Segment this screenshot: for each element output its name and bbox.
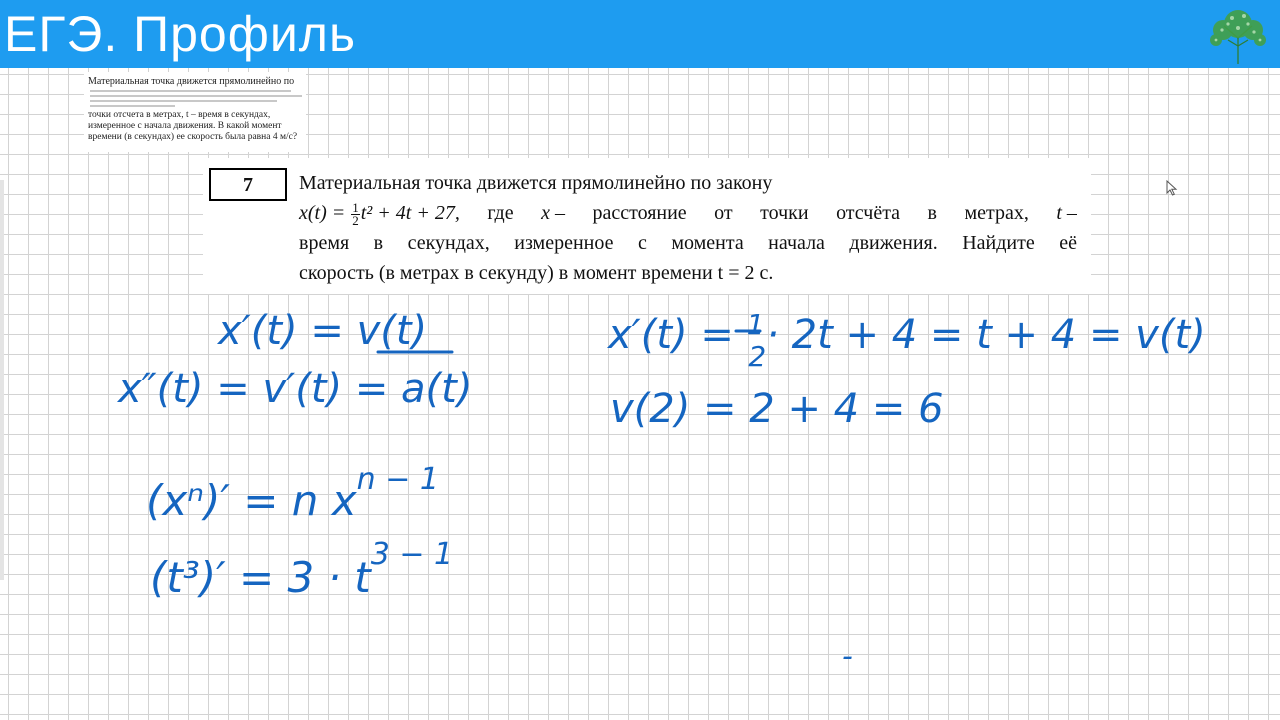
- velocity-frac-den: 2: [748, 340, 767, 373]
- note-second-derivative: x″(t) = v′(t) = a(t): [118, 366, 473, 412]
- t-cubed-exponent: 3 − 1: [370, 537, 454, 572]
- line-2-word: t –: [1056, 202, 1077, 224]
- line-3-word: с: [637, 232, 647, 254]
- line-3-word: начала: [768, 232, 825, 254]
- note-power-rule: [146, 462, 439, 525]
- line-2-word: метрах,: [964, 202, 1029, 224]
- formula-lhs: x(t) =: [299, 202, 351, 224]
- power-rule-base: (xⁿ)′ = n x: [146, 476, 357, 525]
- snippet-body: точки отсчета в метрах, t – время в секундах, измеренное с начала движения. В какой момент времени (в секундах) ее скорость была равна 4 м/с?: [88, 110, 298, 142]
- page-title: ЕГЭ. Профиль: [4, 6, 356, 62]
- fraction-numerator: 1: [352, 199, 359, 215]
- note-t-cubed-example: [150, 537, 453, 602]
- note-first-derivative: x′(t) = v(t): [218, 308, 428, 354]
- velocity-rhs: · 2t + 4 = t + 4 = v(t): [766, 312, 1206, 358]
- mouse-cursor-icon: [1166, 180, 1178, 196]
- line-2-word: отсчёта: [836, 202, 901, 224]
- line-2-word: x –: [541, 202, 565, 224]
- power-rule-exponent: n − 1: [356, 462, 439, 497]
- formula-rhs: t² + 4t + 27,: [360, 202, 460, 224]
- velocity-frac-num: 1: [746, 308, 765, 341]
- line-2-word: в: [927, 202, 937, 224]
- note-velocity-at-2: v(2) = 2 + 4 = 6: [610, 386, 944, 432]
- line-3-word: её: [1059, 232, 1077, 254]
- velocity-lhs: x′(t) =: [608, 312, 747, 358]
- line-3-word: время: [299, 232, 350, 254]
- line-3-word: измеренное: [514, 232, 614, 254]
- fraction-denominator: 2: [352, 212, 359, 228]
- problem-number-box: 7: [209, 168, 287, 201]
- line-2-word: где: [487, 202, 514, 224]
- line-3-word: момента: [671, 232, 744, 254]
- line-2-word: расстояние: [592, 202, 687, 224]
- line-2-word: точки: [760, 202, 809, 224]
- problem-line-1: Материальная точка движется прямолинейно по закону: [299, 172, 773, 194]
- note-velocity-derivation: [606, 308, 1206, 373]
- line-3-word: секундах,: [407, 232, 490, 254]
- line-3-word: движения.: [849, 232, 938, 254]
- problem-line-4: скорость (в метрах в секунду) в момент времени t = 2 с.: [299, 262, 774, 284]
- stray-pen-mark: -: [842, 639, 853, 674]
- snippet-heading: Материальная точка движется прямолинейно по: [88, 76, 295, 87]
- t-cubed-base: (t³)′ = 3 · t: [150, 553, 371, 602]
- line-3-word: Найдите: [962, 232, 1035, 254]
- line-3-word: в: [373, 232, 384, 254]
- line-2-word: от: [714, 202, 733, 224]
